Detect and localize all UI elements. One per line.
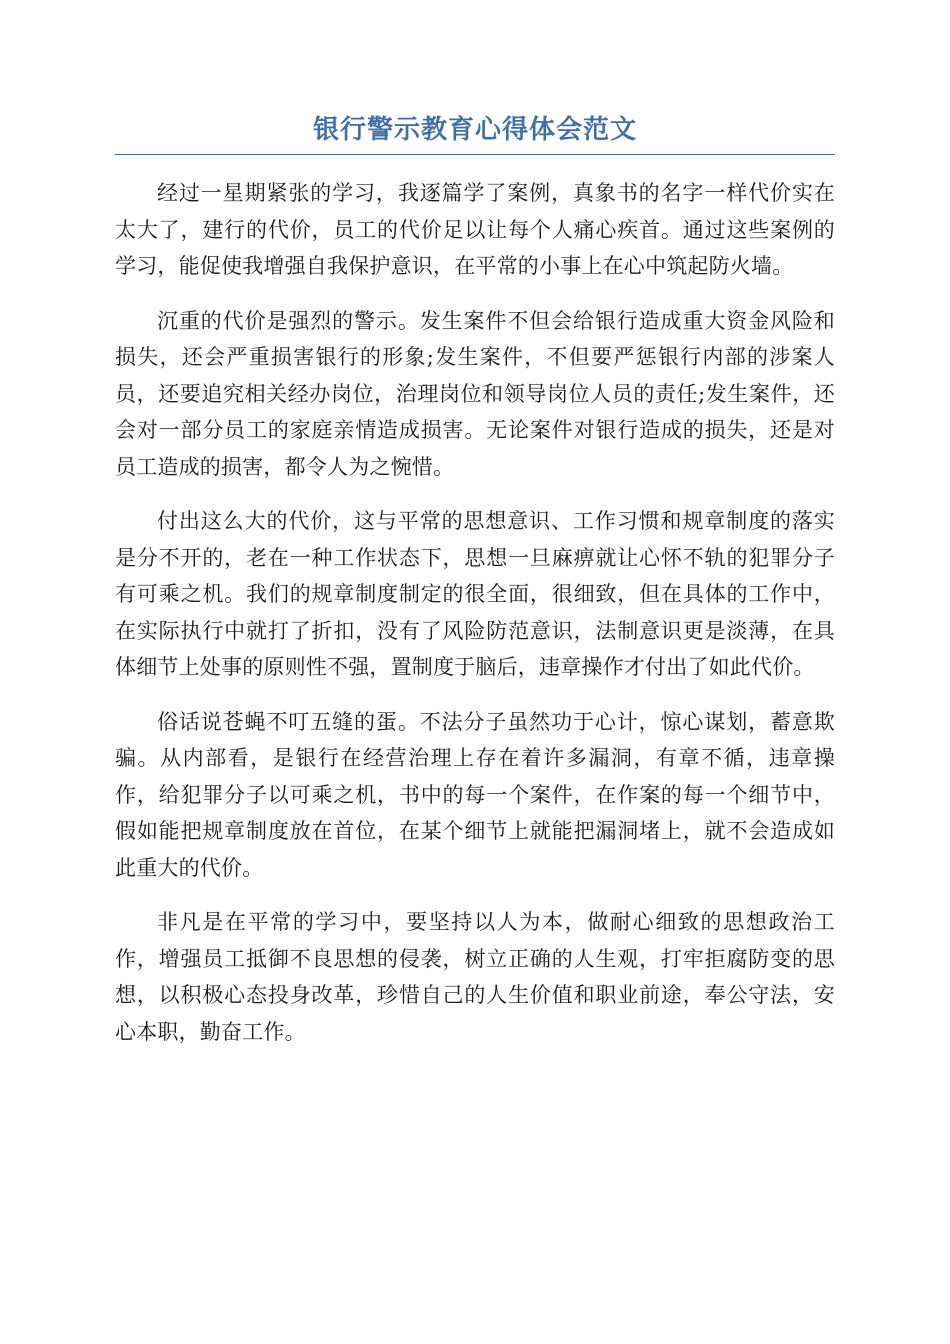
body-paragraph-4: 俗话说苍蝇不叮五缝的蛋。不法分子虽然功于心计，惊心谋划，蓄意欺骗。从内部看，是银行在经营治理上存在着许多漏洞，有章不循，违章操作，给犯罪分子以可乘之机，书中的每一个案件，在作案的每一个细节中，假如能把规章制度放在首位，在某个细节上就能把漏洞堵上，就不会造成如此重大的代价。 — [115, 709, 835, 880]
body-paragraph-2: 沉重的代价是强烈的警示。发生案件不但会给银行造成重大资金风险和损失，还会严重损害银行的形象;发生案件，不但要严惩银行内部的涉案人员，还要追究相关经办岗位，治理岗位和领导岗位人员的责任;发生案件，还会对一部分员工的家庭亲情造成损害。无论案件对银行造成的损失，还是对员工造成的损害，都令人为之惋惜。 — [115, 308, 835, 479]
document-title: 银行警示教育心得体会范文 — [312, 115, 637, 145]
body-paragraph-5: 非凡是在平常的学习中，要坚持以人为本，做耐心细致的思想政治工作，增强员工抵御不良思想的侵袭，树立正确的人生观，打牢拒腐防变的思想，以积极心态投身改革，珍惜自己的人生价值和职业前途，奉公守法，安心本职，勤奋工作。 — [115, 910, 835, 1044]
body-paragraph-1: 经过一星期紧张的学习，我逐篇学了案例，真象书的名字一样代价实在太大了，建行的代价，员工的代价足以让每个人痛心疾首。通过这些案例的学习，能促使我增强自我保护意识，在平常的小事上在心中筑起防火墙。 — [115, 181, 835, 278]
title-underline-divider — [115, 154, 835, 155]
body-paragraph-3: 付出这么大的代价，这与平常的思想意识、工作习惯和规章制度的落实是分不开的，老在一种工作状态下，思想一旦麻痹就让心怀不轨的犯罪分子有可乘之机。我们的规章制度制定的很全面，很细致，但在具体的工作中，在实际执行中就打了折扣，没有了风险防范意识，法制意识更是淡薄，在具体细节上处事的原则性不强，置制度于脑后，违章操作才付出了如此代价。 — [115, 509, 835, 679]
document-page — [115, 110, 835, 1068]
